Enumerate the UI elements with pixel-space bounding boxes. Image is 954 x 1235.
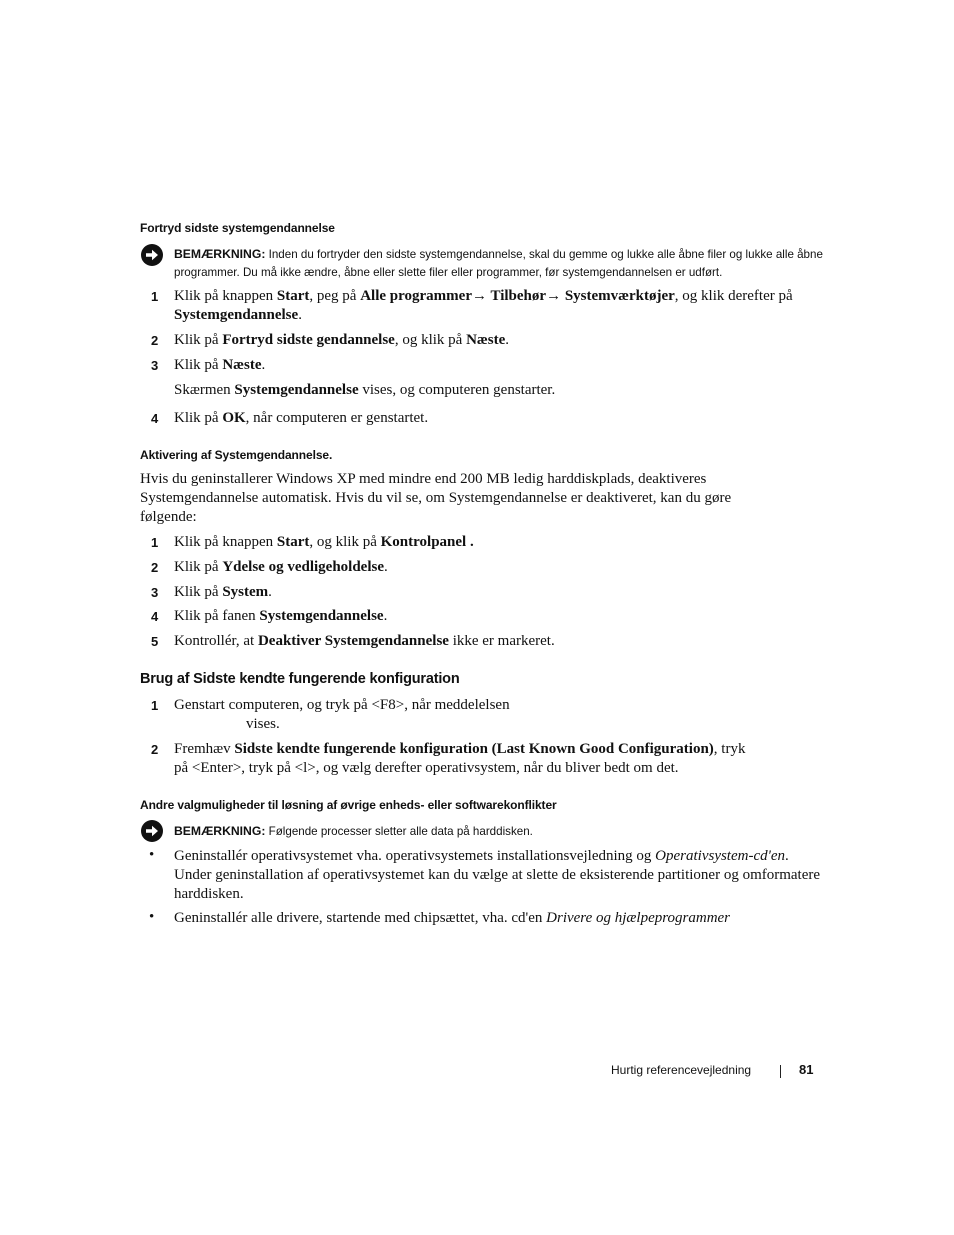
step-text: Klik på Fortryd sidste gendannelse, og klik på Næste. <box>174 332 509 348</box>
section-heading: Brug af Sidste kendte fungerende konfiguration <box>140 671 460 687</box>
step-text: Klik på OK, når computeren er genstartet. <box>174 410 429 426</box>
step-number: 5 <box>151 634 159 649</box>
bullet-text: Geninstallér operativsystemet vha. operativsystemets installationsvejledning og Operativsystem-cd'en. Under geninstallation af operativsystemet kan du vælge at slette de eksisterende partitioner og omformatere harddisken. <box>174 848 821 902</box>
step-number: 4 <box>151 609 159 624</box>
step-number: 2 <box>151 560 159 575</box>
page-number: 81 <box>799 1062 814 1077</box>
step-subtext: Skærmen Systemgendannelse vises, og computeren genstarter. <box>174 382 556 398</box>
step-text: Klik på Næste. <box>174 357 266 373</box>
notice-label: BEMÆRKNING: <box>174 824 266 838</box>
step-text: Klik på fanen Systemgendannelse. <box>174 608 388 624</box>
step-number: 4 <box>151 411 159 426</box>
step-text: Klik på Ydelse og vedligeholdelse. <box>174 559 388 575</box>
bullet-symbol: • <box>149 909 155 925</box>
section-heading: Andre valgmuligheder til løsning af øvrige enheds- eller softwarekonflikter <box>140 798 557 812</box>
step-number: 2 <box>151 742 159 757</box>
step-text: Klik på knappen Start, og klik på Kontrolpanel . <box>174 534 474 550</box>
step-text: Klik på System. <box>174 584 272 600</box>
bullet-symbol: • <box>149 847 155 863</box>
notice-icon <box>140 243 164 267</box>
notice <box>174 245 824 282</box>
step-number: 3 <box>151 585 159 600</box>
arrow-icon: → <box>546 288 562 304</box>
arrow-icon: → <box>472 288 487 304</box>
step-number: 1 <box>151 289 159 304</box>
section-heading: Aktivering af Systemgendannelse. <box>140 448 333 462</box>
step-text: Fremhæv Sidste kendte fungerende konfiguration (Last Known Good Configuration), tryk på <Enter>, tryk på <l>, og vælg derefter operativsystem, når du bliver bedt om det. <box>174 741 746 776</box>
step-text: Klik på knappen Start, peg på Alle programmer→ Tilbehør→ Systemværktøjer, og klik derefter på Systemgendannelse. <box>174 288 793 323</box>
step-text: Genstart computeren, og tryk på <F8>, når meddelelsen <box>174 697 510 713</box>
bullet-text: Geninstallér alle drivere, startende med chipsættet, vha. cd'en Drivere og hjælpeprogrammer <box>174 910 731 926</box>
step-number: 1 <box>151 698 159 713</box>
step-number: 3 <box>151 358 159 373</box>
footer-separator <box>780 1065 781 1078</box>
step-text-continued: vises. <box>246 716 280 732</box>
notice-text: Følgende processer sletter alle data på harddisken. <box>268 825 533 838</box>
notice <box>174 822 824 841</box>
notice-icon <box>140 819 164 843</box>
notice-label: BEMÆRKNING: <box>174 247 266 261</box>
step-number: 1 <box>151 535 159 550</box>
notice-text: Inden du fortryder den sidste systemgendannelse, skal du gemme og lukke alle åbne filer og lukke alle åbne programmer. Du må ikke ændre, åbne eller slette filer eller programmer, før systemgendannelsen er udført. <box>174 248 823 279</box>
step-number: 2 <box>151 333 159 348</box>
section-heading: Fortryd sidste systemgendannelse <box>140 221 335 235</box>
paragraph: Hvis du geninstallerer Windows XP med mindre end 200 MB ledig harddiskplads, deaktiveres Systemgendannelse automatisk. Hvis du vil se, om Systemgendannelse er deaktiveret, kan du gøre følgende: <box>140 471 732 525</box>
step-text: Kontrollér, at Deaktiver Systemgendannelse ikke er markeret. <box>174 633 555 649</box>
footer-label: Hurtig referencevejledning <box>611 1063 752 1077</box>
